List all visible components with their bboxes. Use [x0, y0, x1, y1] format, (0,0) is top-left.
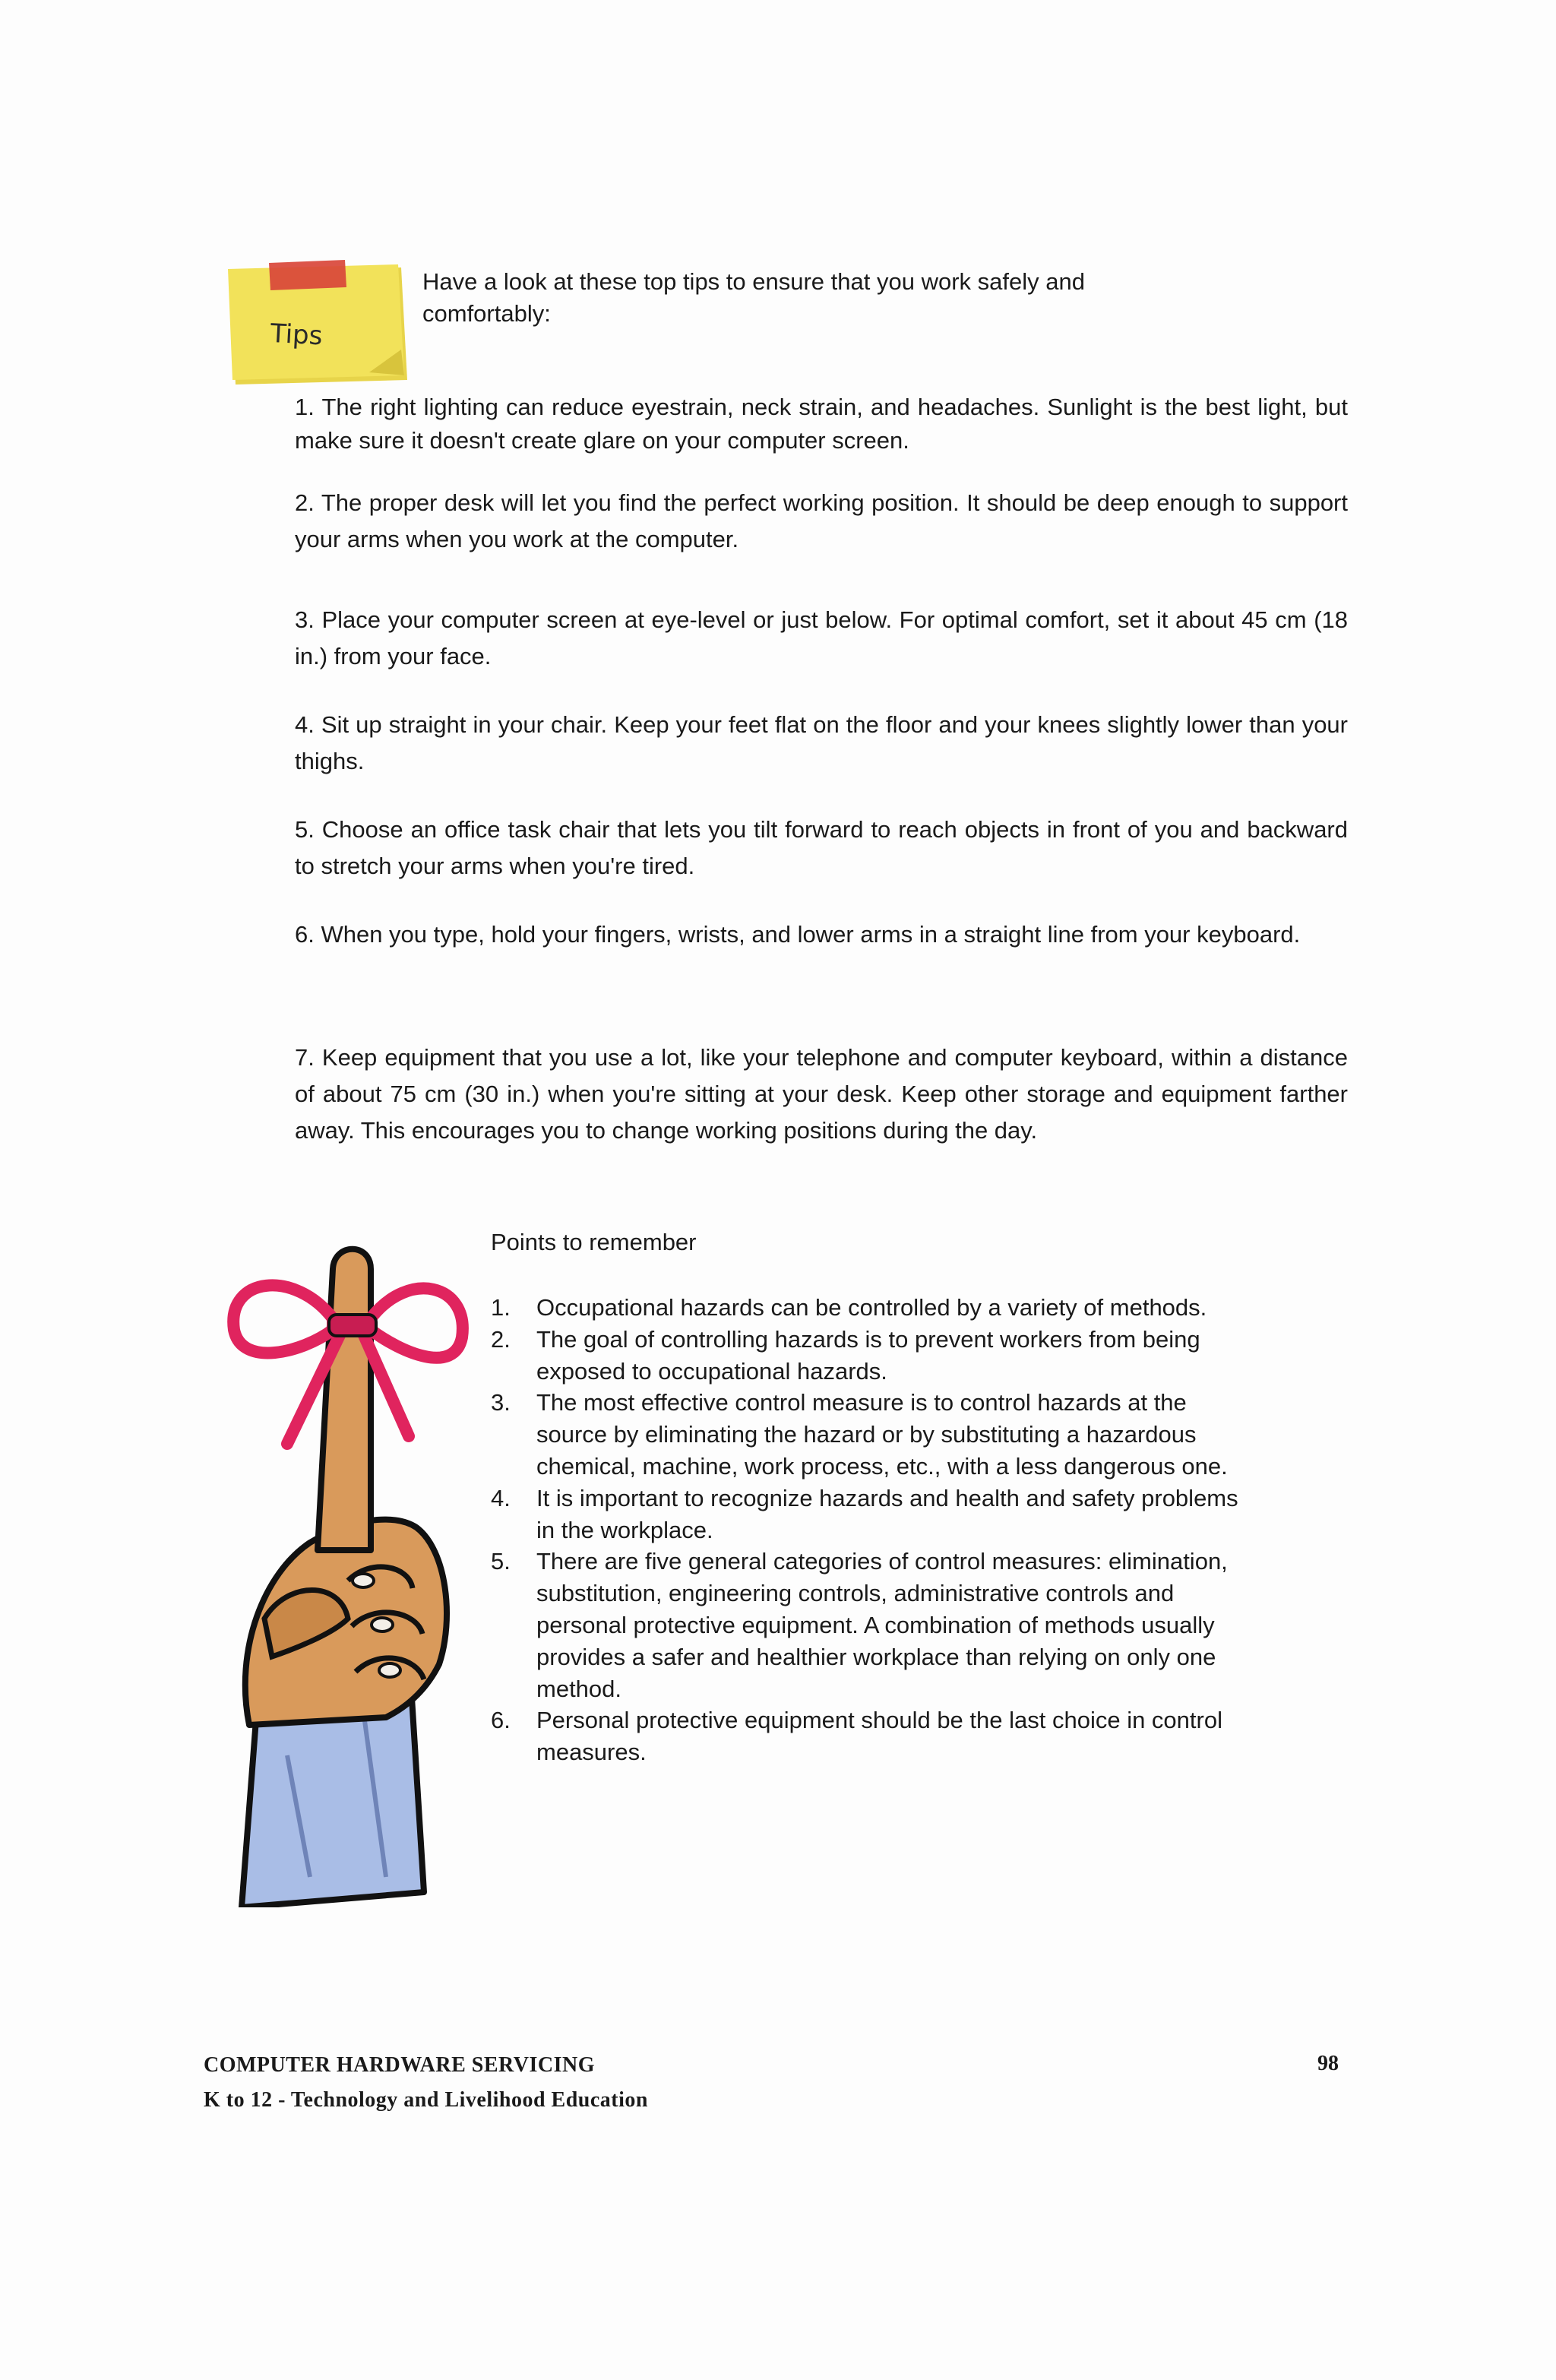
list-item-number: 3. [491, 1389, 511, 1416]
list-item-number: 4. [491, 1484, 511, 1511]
points-title: Points to remember [491, 1229, 697, 1255]
finger-ribbon-reminder-icon [219, 1223, 477, 1907]
list-item-text: Occupational hazards can be controlled by a variety of methods. [536, 1294, 1207, 1321]
list-item-number: 2. [491, 1325, 511, 1353]
list-item [491, 1387, 1251, 1482]
tip-3: 3. Place your computer screen at eye-level or just below. For optimal comfort, set it about 45 cm (18 in.) from your face. [295, 606, 1348, 669]
tip-4: 4. Sit up straight in your chair. Keep your feet flat on the floor and your knees slightly lower than your thighs. [295, 711, 1348, 774]
tip-7: 7. Keep equipment that you use a lot, like your telephone and computer keyboard, within a distance of about 75 cm (30 in.) when you're sitting at your desk. Keep other storage and equipment farther away. This encourages you to change working positions during the day. [295, 1044, 1348, 1144]
tip-2: 2. The proper desk will let you find the perfect working position. It should be deep enough to support your arms when you work at the computer. [295, 489, 1348, 552]
list-item-text: There are five general categories of control measures: elimination, substitution, engineering controls, administrative controls and personal protective equipment. A combination of methods usually provides a safer and healthier workplace than relying on only one method. [536, 1548, 1228, 1702]
tip-1: 1. The right lighting can reduce eyestrain, neck strain, and headaches. Sunlight is the best light, but make sure it doesn't create glare on your computer screen. [295, 394, 1348, 454]
page-number: 98 [1317, 2052, 1339, 2075]
tips-sticky-note-icon [225, 258, 415, 388]
list-item-text: It is important to recognize hazards and health and safety problems in the workplace. [536, 1484, 1238, 1543]
list-item [491, 1704, 1251, 1768]
points-list [491, 1292, 1251, 1768]
list-item-number: 6. [491, 1707, 511, 1734]
list-item-text: The goal of controlling hazards is to prevent workers from being exposed to occupational hazards. [536, 1325, 1200, 1385]
list-item-text: The most effective control measure is to control hazards at the source by eliminating the hazard or by substituting a hazardous chemical, machine, work process, etc., with a less dangerous one. [536, 1389, 1228, 1480]
list-item-number: 5. [491, 1548, 511, 1575]
footer-subtitle: K to 12 - Technology and Livelihood Education [204, 2088, 648, 2112]
tips-intro: Have a look at these top tips to ensure that you work safely and comfortably: [422, 268, 1085, 327]
list-item [491, 1483, 1251, 1546]
tip-5: 5. Choose an office task chair that lets you tilt forward to reach objects in front of you and backward to stretch your arms when you're tired. [295, 816, 1348, 879]
list-item [491, 1324, 1251, 1388]
tip-6: 6. When you type, hold your fingers, wrists, and lower arms in a straight line from your keyboard. [295, 921, 1301, 948]
list-item [491, 1292, 1251, 1324]
list-item-text: Personal protective equipment should be the last choice in control measures. [536, 1707, 1222, 1766]
list-item [491, 1546, 1251, 1704]
tips-note-label: Tips [269, 318, 324, 352]
list-item-number: 1. [491, 1294, 511, 1321]
footer-title: COMPUTER HARDWARE SERVICING [204, 2053, 595, 2077]
